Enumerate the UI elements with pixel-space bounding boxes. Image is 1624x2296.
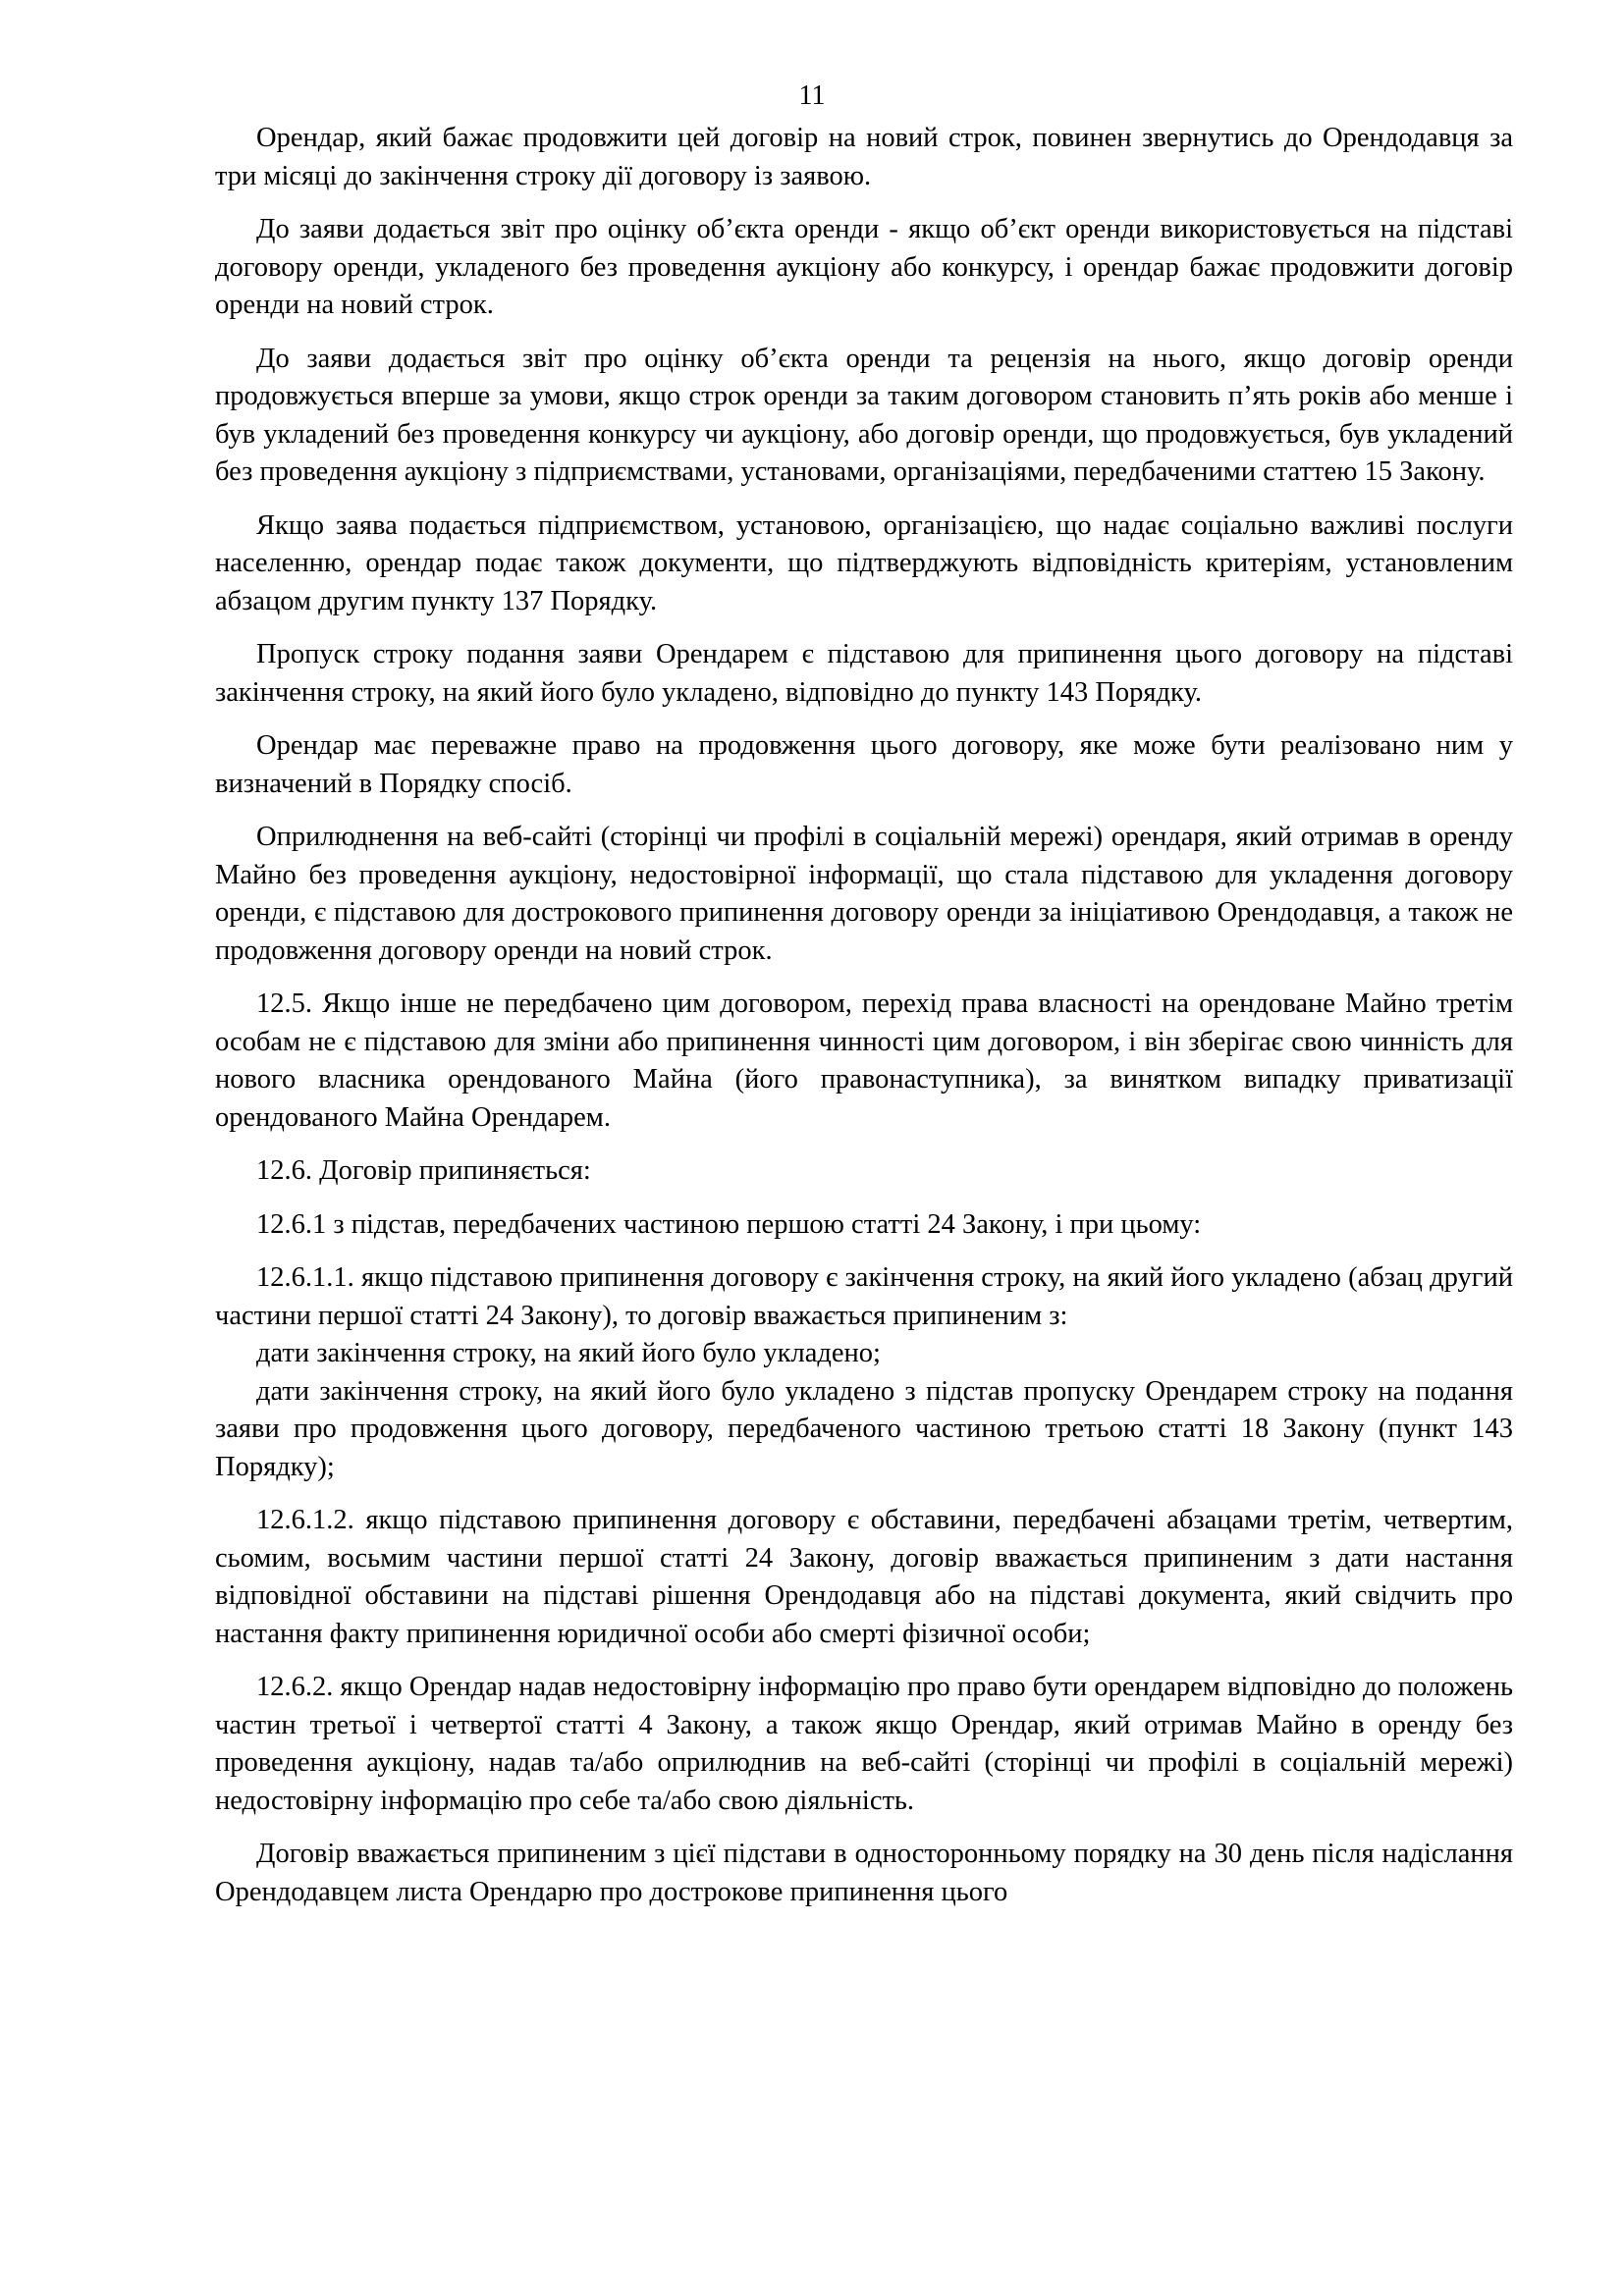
paragraph-social-services: Якщо заява подається підприємством, установою, організацією, що надає соціально важливі послуги населенню, орендар подає також документи, що підтверджують відповідність критеріям, установленим абзацом другим пункту 137 Порядку. (215, 509, 1513, 616)
paragraph-preemptive-right: Орендар має переважне право на продовження цього договору, яке може бути реалізовано ним у визначений в Порядку спосіб. (215, 730, 1513, 799)
paragraph-false-information: Оприлюднення на веб-сайті (сторінці чи профілі в соціальній мережі) орендаря, який отримав в оренду Майно без проведення аукціону, недостовірної інформації, що стала підставою для укладення договору оренди, є підставою для дострокового припинення договору оренди за ініціативою Орендодавця, а також не продовження договору оренди на новий строк. (215, 822, 1513, 966)
paragraph-expiry-date: дати закінчення строку, на який його було укладено; (256, 1338, 881, 1368)
page-number: 11 (798, 80, 826, 111)
paragraph-missed-deadline: Пропуск строку подання заяви Орендарем є підставою для припинення цього договору на підставі закінчення строку, на який його було укладено, відповідно до пункту 143 Порядку. (215, 639, 1513, 708)
paragraph-12-6-2: 12.6.2. якщо Орендар надав недостовірну інформацію про право бути орендарем відповідно до положень частин третьої і четвертої статті 4 Закону, а також якщо Орендар, який отримав Майно в оренду без проведення аукціону, надав та/або оприлюднив на веб-сайті (сторінці чи профілі в соціальній мережі) недостовірну інформацію про себе та/або свою діяльність. (215, 1672, 1513, 1816)
paragraph-12-6-1-1: 12.6.1.1. якщо підставою припинення договору є закінчення строку, на який його укладено (абзац другий частини першої статті 24 Закону), то договір вважається припиненим з: (215, 1262, 1513, 1331)
paragraph-renewal-request: Орендар, який бажає продовжити цей договір на новий строк, повинен звернутись до Орендодавця за три місяці до закінчення строку дії договору із заявою. (215, 123, 1513, 191)
paragraph-12-5: 12.5. Якщо інше не передбачено цим договором, перехід права власності на орендоване Майно третім особам не є підставою для зміни або припинення чинності цим договором, і він зберігає свою чинність для нового власника орендованого Майна (його правонаступника), за винятком випадку приватизації орендованого Майна Орендарем. (215, 988, 1513, 1133)
paragraph-12-6: 12.6. Договір припиняється: (256, 1155, 591, 1186)
paragraph-unilateral-termination: Договір вважається припиненим з цієї підстави в односторонньому порядку на 30 день після надіслання Орендодавцем листа Орендарю про дострокове припинення цього (215, 1839, 1513, 1907)
paragraph-valuation-report: До заяви додається звіт про оцінку об’єкта оренди - якщо об’єкт оренди використовується на підставі договору оренди, укладеного без проведення аукціону або конкурсу, і орендар бажає продовжити договір оренди на новий строк. (215, 214, 1513, 320)
paragraph-12-6-1: 12.6.1 з підстав, передбачених частиною першою статті 24 Закону, і при цьому: (256, 1208, 1202, 1240)
paragraph-12-6-1-2: 12.6.1.2. якщо підставою припинення договору є обставини, передбачені абзацами третім, четвертим, сьомим, восьмим частини першої статті 24 Закону, договір вважається припиненим з дати настання відповідної обставини на підставі рішення Орендодавця або на підставі документа, який свідчить про настання факту припинення юридичної особи або смерті фізичної особи; (215, 1505, 1513, 1649)
document-body (215, 120, 1513, 1927)
paragraph-valuation-review: До заяви додається звіт про оцінку об’єкта оренди та рецензія на нього, якщо договір оренди продовжується вперше за умови, якщо строк оренди за таким договором становить п’ять років або менше і був укладений без проведення конкурсу чи аукціону, або договір оренди, що продовжується, був укладений без проведення аукціону з підприємствами, установами, організаціями, передбаченими статтею 15 Закону. (215, 343, 1513, 487)
paragraph-expiry-missed-application: дати закінчення строку, на який його було укладено з підстав пропуску Орендарем строку на подання заяви про продовження цього договору, передбаченого частиною третьою статті 18 Закону (пункт 143 Порядку); (215, 1375, 1513, 1482)
